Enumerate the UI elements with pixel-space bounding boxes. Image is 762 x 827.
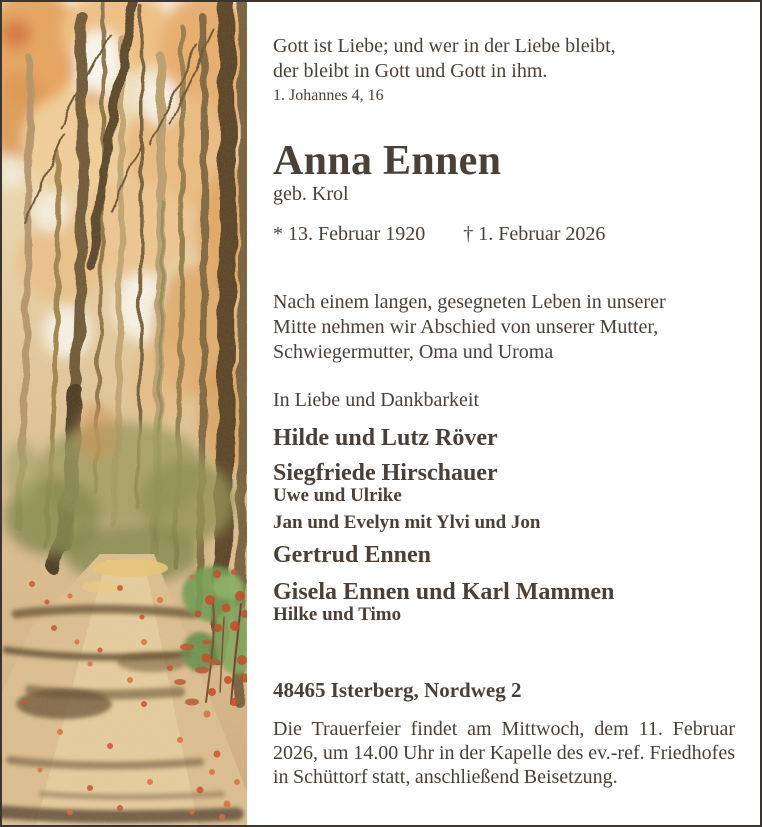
farewell-line: In Liebe und Dankbarkeit <box>273 389 480 411</box>
verse-line-2: der bleibt in Gott und Gott in ihm. <box>273 60 548 82</box>
mourner-line: Siegfriede Hirschauer <box>273 460 498 486</box>
mourner-line: Gertrud Ennen <box>273 542 432 568</box>
funeral-info: Die Trauerfeier findet am Mittwoch, dem 11. Februar 2026, um 14.00 Uhr in der Kapelle des ev.-ref. Friedhofes in Schüttorf statt, anschließend Beisetzung. <box>273 718 735 788</box>
life-dates <box>273 224 605 244</box>
death-date: † 1. Februar 2026 <box>463 223 606 245</box>
mourner-line: Uwe und Ulrike <box>273 485 402 506</box>
tribute-text: Nach einem langen, gesegneten Leben in unserer Mitte nehmen wir Abschied von unserer Mutter, Schwiegermutter, Oma und Uroma <box>273 291 666 363</box>
address-line: 48465 Isterberg, Nordweg 2 <box>273 678 522 702</box>
verse-reference: 1. Johannes 4, 16 <box>273 87 384 104</box>
verse-line-1: Gott ist Liebe; und wer in der Liebe bleibt, <box>273 35 616 57</box>
autumn-forest-painting <box>2 2 247 825</box>
mourner-line: Jan und Evelyn mit Ylvi und Jon <box>273 512 541 533</box>
notice-content <box>273 2 739 825</box>
mourner-line: Gisela Ennen und Karl Mammen <box>273 579 615 605</box>
forest-painting-graphic <box>2 2 247 825</box>
mourner-line: Hilke und Timo <box>273 604 402 625</box>
birth-name: geb. Krol <box>273 183 349 205</box>
deceased-name: Anna Ennen <box>273 138 502 184</box>
bible-verse <box>273 34 616 107</box>
mourner-line: Hilde und Lutz Röver <box>273 425 498 451</box>
birth-date: * 13. Februar 1920 <box>273 223 426 245</box>
